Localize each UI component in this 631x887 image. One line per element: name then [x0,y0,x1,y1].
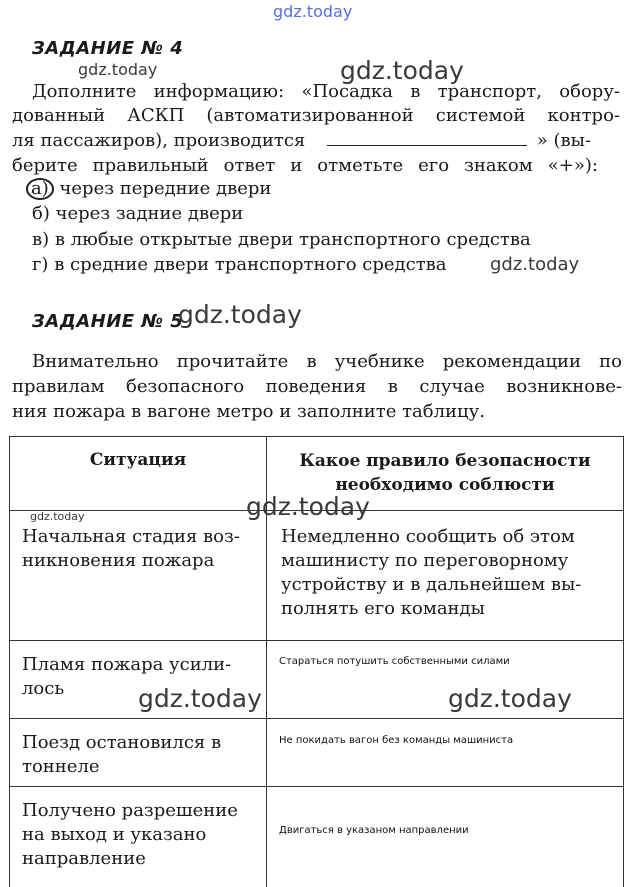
option-marker-selected: а) [26,178,54,200]
task5-text-line-1: Внимательно прочитайте в учебнике рекомендации по [32,351,622,372]
task4-option-d [32,253,447,277]
task4-text-line-3-end: » (вы- [536,130,592,151]
rule-cell [267,719,624,787]
watermark: gdz.today [448,684,572,713]
situation-line: направление [22,848,146,869]
table-row [10,719,624,787]
rule-line: полнять его команды [281,598,485,619]
task4-option-b [32,202,243,226]
situation-line: на выход и указано [22,824,207,845]
option-text: в любые открытые двери транспортного средства [54,229,531,250]
task5-text-line-3: ния пожара в вагоне метро и заполните таблицу. [12,401,485,422]
header-rule-line-1: Какое правило безопасности [299,451,591,471]
handwritten-answer: Не покидать вагон без команды машиниста [279,735,514,746]
option-marker: б) [32,203,50,224]
situation-line: Пламя пожара усили- [22,654,232,675]
handwritten-answer: Двигаться в указаном направлении [279,825,469,836]
rule-cell [267,511,624,641]
rule-cell [267,787,624,887]
header-rule-line-2: необходимо соблюсти [335,475,555,495]
task4-text-line-2: дованный АСКП (автоматизированной системой контро- [12,105,620,126]
watermark: gdz.today [138,684,262,713]
task5-title: ЗАДАНИЕ № 5 [32,311,184,332]
situation-line: Поезд остановился в [22,732,222,753]
option-text: в средние двери транспортного средства [54,254,447,275]
option-marker: в) [32,229,50,250]
table-row [10,787,624,887]
situation-cell [10,719,267,787]
task4-text-line-4: берите правильный ответ и отметьте его знаком «+»): [12,155,598,176]
situation-line: лось [22,678,65,699]
rule-line: устройству и в дальнейшем вы- [281,574,582,595]
watermark: gdz.today [490,254,580,275]
task4-title: ЗАДАНИЕ № 4 [32,38,184,59]
header-situation-text: Ситуация [89,450,187,470]
situation-cell [10,511,267,641]
task4-text-line-1: Дополните информацию: «Посадка в транспорт, обору- [32,81,620,102]
watermark-top: gdz.today [273,2,353,21]
watermark: gdz.today [340,56,464,85]
table-row [10,511,624,641]
situation-line: никновения пожара [22,550,215,571]
watermark: gdz.today [178,300,302,329]
answer-blank [327,129,527,146]
rule-line: машинисту по переговорному [281,550,569,571]
situation-line: тоннеле [22,756,100,777]
task4-option-c [32,228,531,252]
watermark: gdz.today [30,510,85,523]
handwritten-answer: Стараться потушить собственными силами [279,656,510,667]
option-text: через передние двери [59,178,272,199]
watermark: gdz.today [78,60,158,79]
task4-text-line-3 [12,129,620,153]
situation-cell [10,787,267,887]
rule-line: Немедленно сообщить об этом [281,526,575,547]
option-marker: г) [32,254,49,275]
task5-text-line-2: правилам безопасного поведения в случае возникнове- [12,376,622,397]
header-situation [10,437,267,511]
situation-line: Получено разрешение [22,800,238,821]
option-text: через задние двери [55,203,244,224]
watermark: gdz.today [246,492,370,521]
task4-option-a [26,177,271,201]
task4-text-line-3-start: ля пассажиров), производится [12,130,306,151]
situation-line: Начальная стадия воз- [22,526,240,547]
